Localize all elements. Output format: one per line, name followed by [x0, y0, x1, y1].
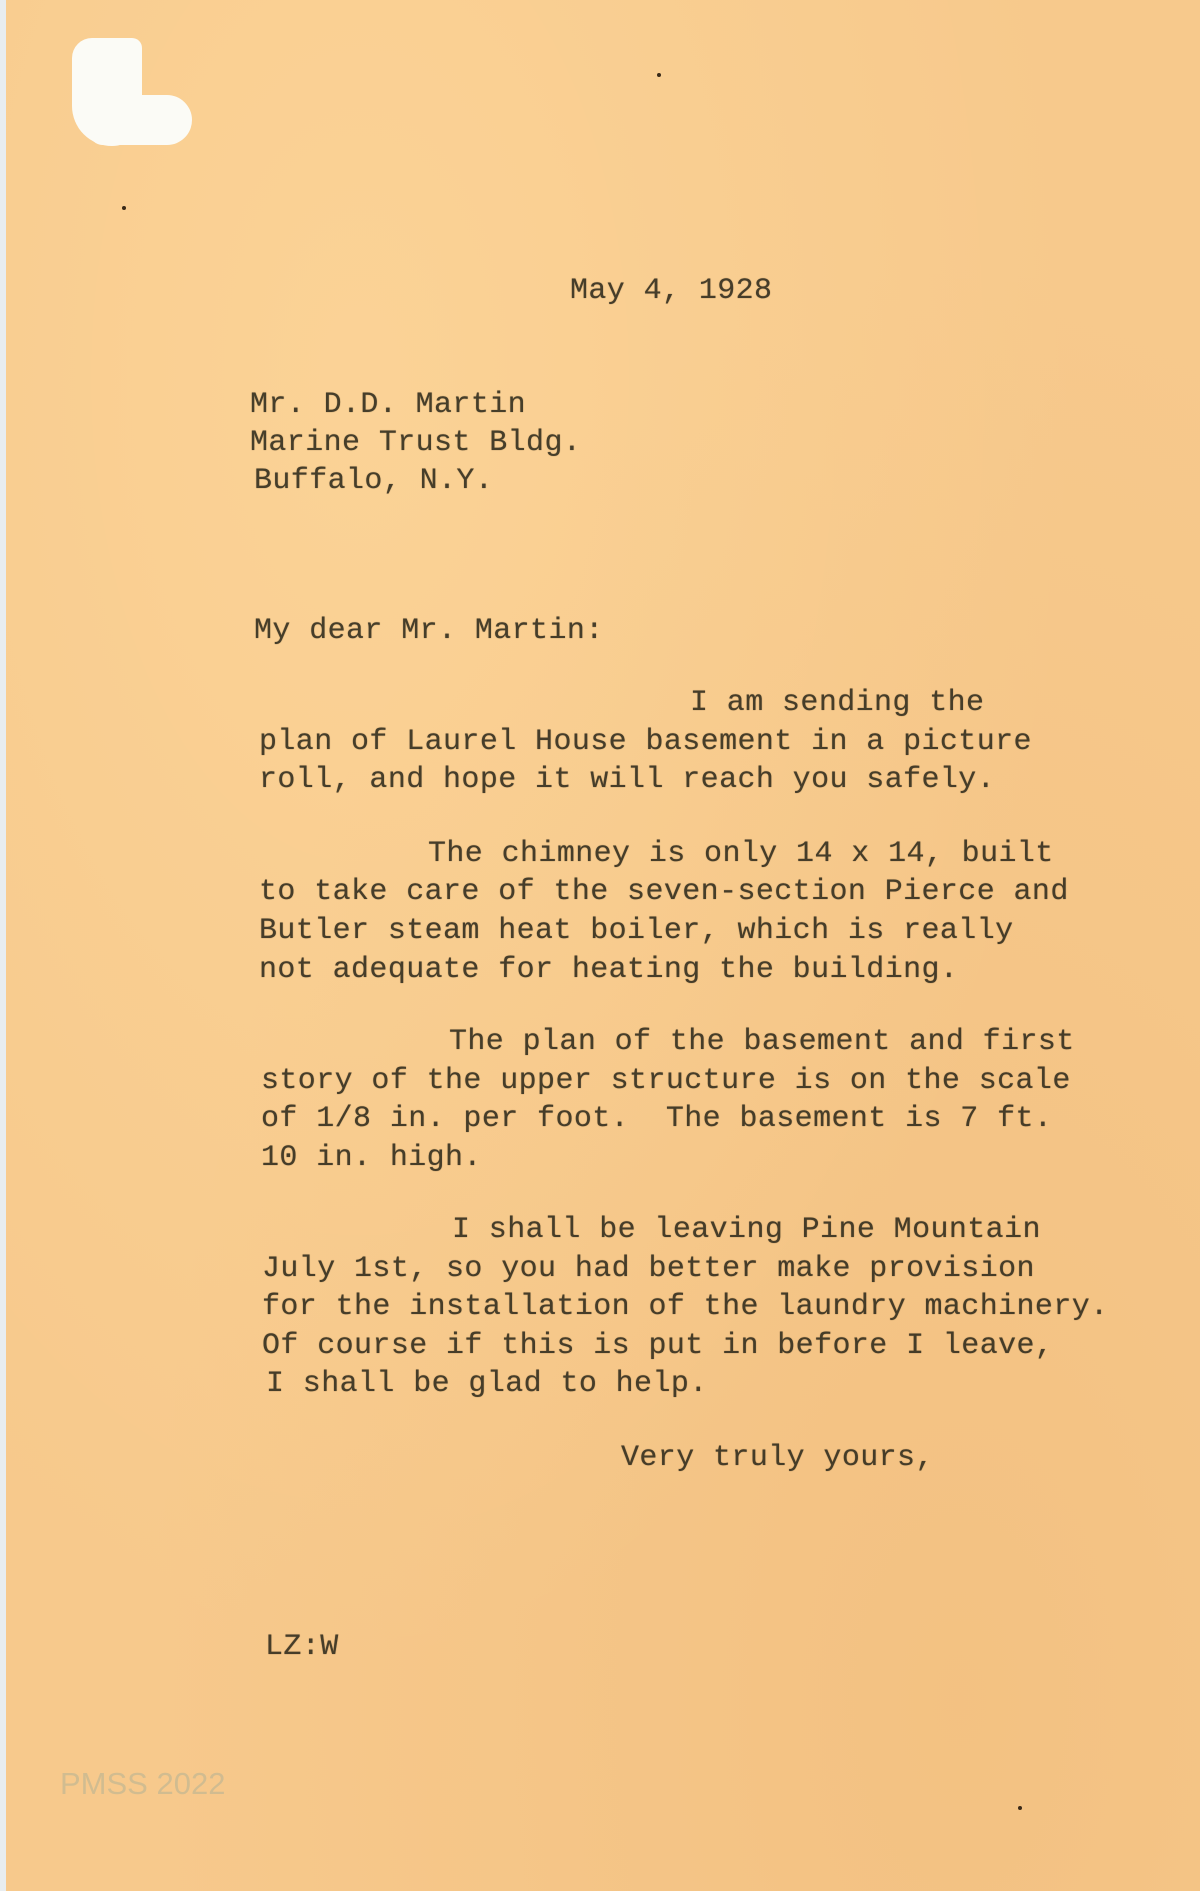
paragraph-line: of 1/8 in. per foot. The basement is 7 ft. — [261, 1102, 1053, 1136]
ink-spot — [122, 206, 126, 210]
paragraph-line: I shall be glad to help. — [266, 1367, 708, 1401]
ink-spot — [1018, 1806, 1022, 1810]
paragraph-line: story of the upper structure is on the scale — [261, 1064, 1071, 1098]
address-line: Buffalo, N.Y. — [254, 464, 494, 498]
paragraph-line: roll, and hope it will reach you safely. — [259, 763, 996, 797]
watermark: PMSS 2022 — [60, 1766, 226, 1801]
salutation: My dear Mr. Martin: — [254, 614, 604, 648]
paragraph-line: I am sending the — [690, 686, 985, 720]
letter-date: May 4, 1928 — [570, 274, 773, 308]
ink-spot — [657, 73, 661, 77]
paragraph-line: Butler steam heat boiler, which is really — [259, 914, 1014, 948]
closing: Very truly yours, — [621, 1441, 934, 1475]
paragraph-line: 10 in. high. — [261, 1141, 482, 1175]
paragraph-line: to take care of the seven-section Pierce and — [259, 875, 1069, 909]
paragraph-line: not adequate for heating the building. — [259, 953, 959, 987]
paper-tear — [90, 95, 192, 145]
address-line: Marine Trust Bldg. — [250, 426, 582, 460]
paragraph-line: I shall be leaving Pine Mountain — [452, 1213, 1041, 1247]
paragraph-line: July 1st, so you had better make provision — [262, 1252, 1035, 1286]
paragraph-line: plan of Laurel House basement in a picture — [259, 725, 1032, 759]
address-line: Mr. D.D. Martin — [250, 388, 527, 422]
paragraph-line: The plan of the basement and first — [449, 1025, 1075, 1059]
paragraph-line: The chimney is only 14 x 14, built — [428, 837, 1054, 871]
paragraph-line: for the installation of the laundry machinery. — [262, 1290, 1109, 1324]
scan-edge — [0, 0, 6, 1891]
typist-initials: LZ:W — [265, 1630, 339, 1664]
paragraph-line: Of course if this is put in before I leave, — [262, 1329, 1054, 1363]
